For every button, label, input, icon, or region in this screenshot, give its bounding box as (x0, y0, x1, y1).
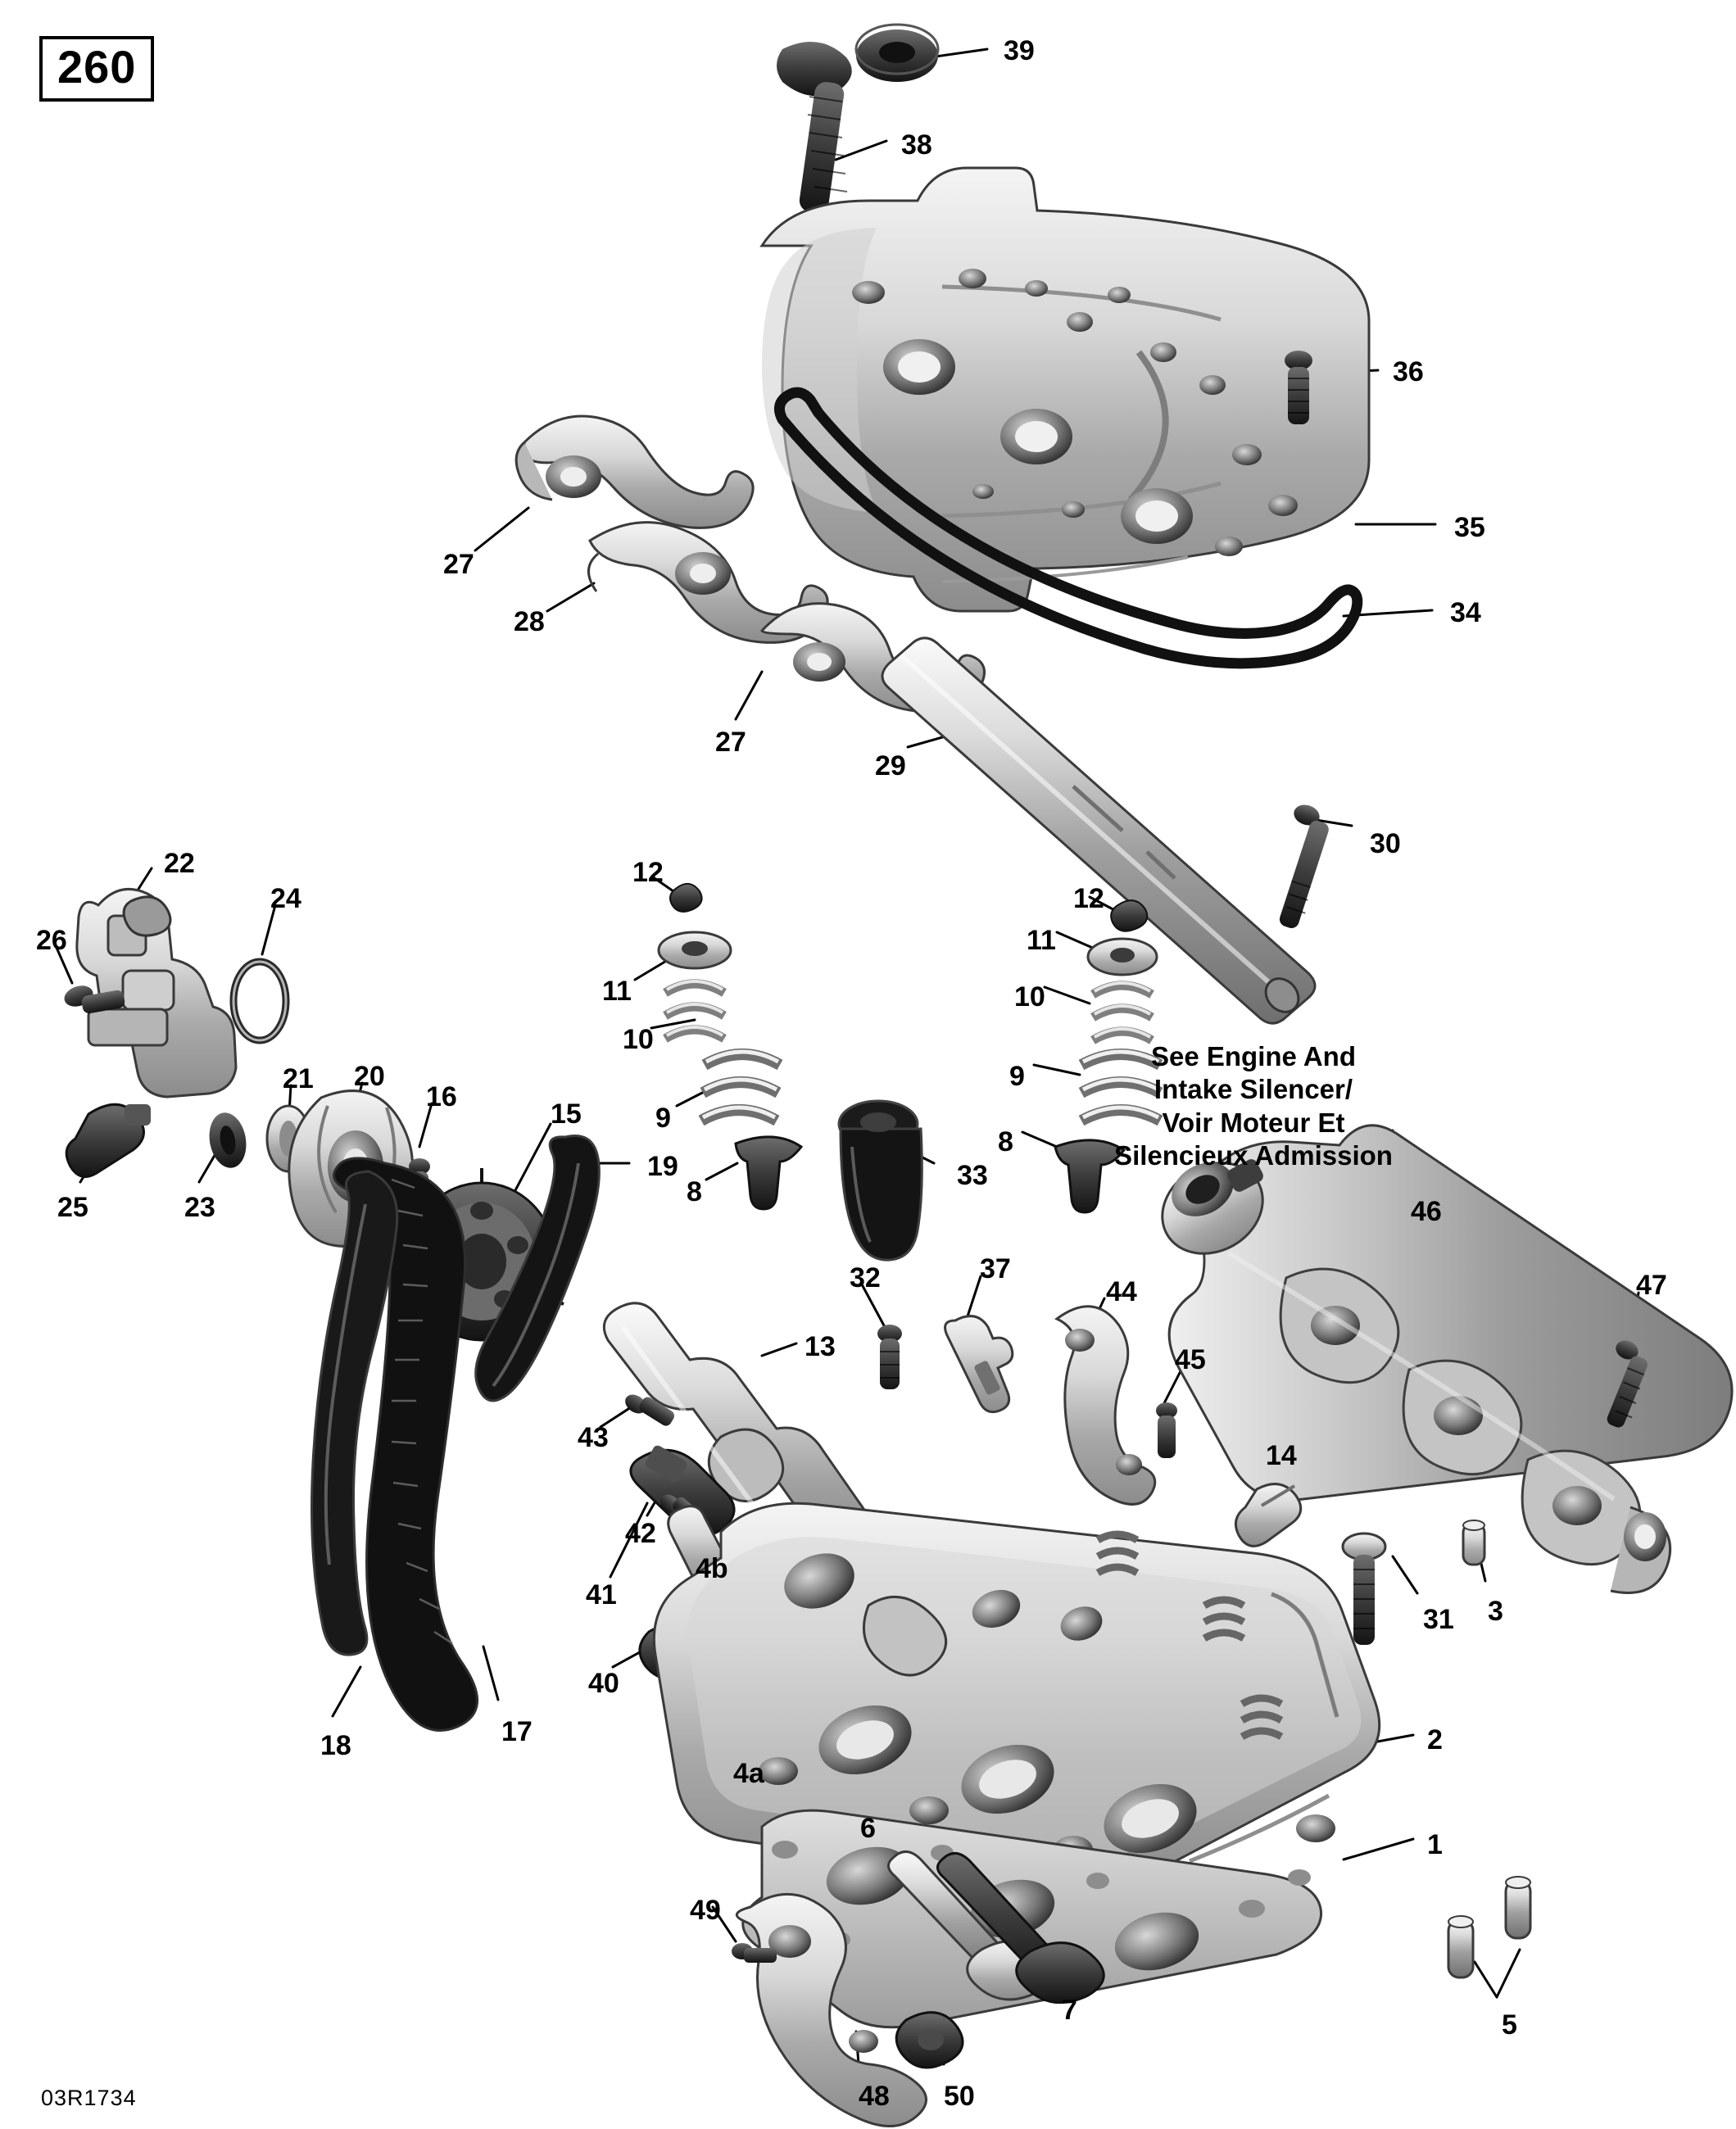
callout-24: 24 (270, 883, 301, 914)
callout-12: 12 (1073, 883, 1104, 914)
part-12-left-keeper (670, 884, 702, 912)
part-8-left-valve-seat (736, 1137, 801, 1209)
callout-33: 33 (957, 1160, 988, 1191)
part-32-bolt (877, 1325, 902, 1389)
part-33-valve-guide (839, 1101, 922, 1260)
callout-20: 20 (354, 1061, 385, 1092)
callout-13: 13 (805, 1331, 836, 1362)
callout-44: 44 (1106, 1276, 1137, 1307)
callout-42: 42 (625, 1518, 656, 1549)
callout-26: 26 (36, 925, 67, 956)
part-25-sensor (66, 1104, 151, 1177)
callout-43: 43 (578, 1422, 609, 1453)
callout-23: 23 (184, 1192, 215, 1223)
part-44-bracket (1057, 1307, 1155, 1505)
part-10-right-spring-inner (1093, 983, 1152, 1040)
part-35-valve-cover (762, 168, 1369, 611)
part-10-left-spring-inner (665, 981, 724, 1039)
note-line-3: Voir Moteur Et (1162, 1107, 1345, 1138)
callout-3: 3 (1488, 1596, 1503, 1627)
callout-11: 11 (602, 976, 632, 1007)
note-line-2: Intake Silencer/ (1154, 1074, 1353, 1105)
part-12-right-keeper (1111, 900, 1147, 931)
callout-34: 34 (1450, 597, 1481, 628)
part-3-dowel (1463, 1520, 1484, 1565)
callout-12: 12 (632, 857, 664, 888)
part-45-bolt (1156, 1402, 1177, 1458)
part-39-seal (856, 25, 938, 82)
callout-31: 31 (1423, 1604, 1454, 1635)
callout-45: 45 (1175, 1344, 1206, 1375)
part-27-rocker-upper (516, 416, 753, 528)
callout-7: 7 (1062, 1995, 1077, 2026)
callout-11: 11 (1027, 925, 1056, 956)
callout-9: 9 (655, 1103, 671, 1134)
callout-16: 16 (426, 1081, 457, 1112)
part-37-spark-plug (945, 1316, 1013, 1412)
callout-8: 8 (998, 1126, 1013, 1157)
callout-48: 48 (859, 2081, 890, 2112)
callout-39: 39 (1004, 35, 1035, 66)
callout-25: 25 (57, 1192, 88, 1223)
callout-41: 41 (586, 1579, 617, 1610)
callout-50: 50 (944, 2081, 975, 2112)
callout-49: 49 (690, 1895, 721, 1926)
callout-40: 40 (588, 1668, 619, 1699)
callout-47: 47 (1636, 1270, 1667, 1301)
part-9-left-spring-outer (701, 1052, 780, 1121)
model-badge: 260 (39, 36, 154, 102)
callout-28: 28 (514, 606, 545, 637)
callout-6: 6 (860, 1813, 876, 1844)
callout-21: 21 (283, 1063, 314, 1094)
callout-32: 32 (850, 1262, 881, 1293)
note-line-4: Silencieux Admission (1114, 1139, 1393, 1171)
callout-2: 2 (1427, 1724, 1443, 1755)
callout-18: 18 (320, 1730, 351, 1761)
part-5-dowels (1448, 1877, 1530, 1977)
callout-19: 19 (647, 1151, 678, 1182)
callout-35: 35 (1454, 512, 1485, 543)
callout-8: 8 (687, 1176, 702, 1207)
callout-10: 10 (623, 1024, 654, 1055)
callout-29: 29 (875, 750, 906, 781)
callout-38: 38 (901, 129, 932, 161)
callout-37: 37 (980, 1253, 1011, 1284)
callout-4b: 4b (696, 1553, 728, 1584)
callout-36: 36 (1393, 356, 1424, 387)
callout-17: 17 (501, 1716, 533, 1747)
callout-4a: 4a (733, 1758, 764, 1789)
callout-30: 30 (1370, 828, 1401, 859)
note-see-engine-and-intake-silencer (1114, 1040, 1393, 1172)
callout-14: 14 (1266, 1440, 1297, 1471)
callout-46: 46 (1411, 1196, 1442, 1227)
part-14-plate (1235, 1484, 1300, 1547)
part-22-pump-housing (77, 889, 236, 1097)
part-11-left-retainer (659, 932, 731, 968)
drawing-code: 03R1734 (41, 2086, 137, 2110)
callout-5: 5 (1502, 2009, 1517, 2041)
part-11-right-retainer (1088, 939, 1157, 975)
callout-1: 1 (1427, 1829, 1443, 1860)
part-24-o-ring (233, 962, 286, 1040)
note-line-1: See Engine And (1151, 1041, 1356, 1071)
callout-27: 27 (715, 727, 746, 758)
callout-10: 10 (1014, 981, 1045, 1012)
part-36-bolt (1285, 351, 1312, 424)
callout-27: 27 (443, 549, 474, 580)
part-38-bolt (777, 42, 852, 215)
callout-15: 15 (551, 1098, 582, 1130)
callout-22: 22 (164, 848, 195, 879)
callout-9: 9 (1009, 1061, 1025, 1092)
part-50-nut (896, 2013, 963, 2068)
